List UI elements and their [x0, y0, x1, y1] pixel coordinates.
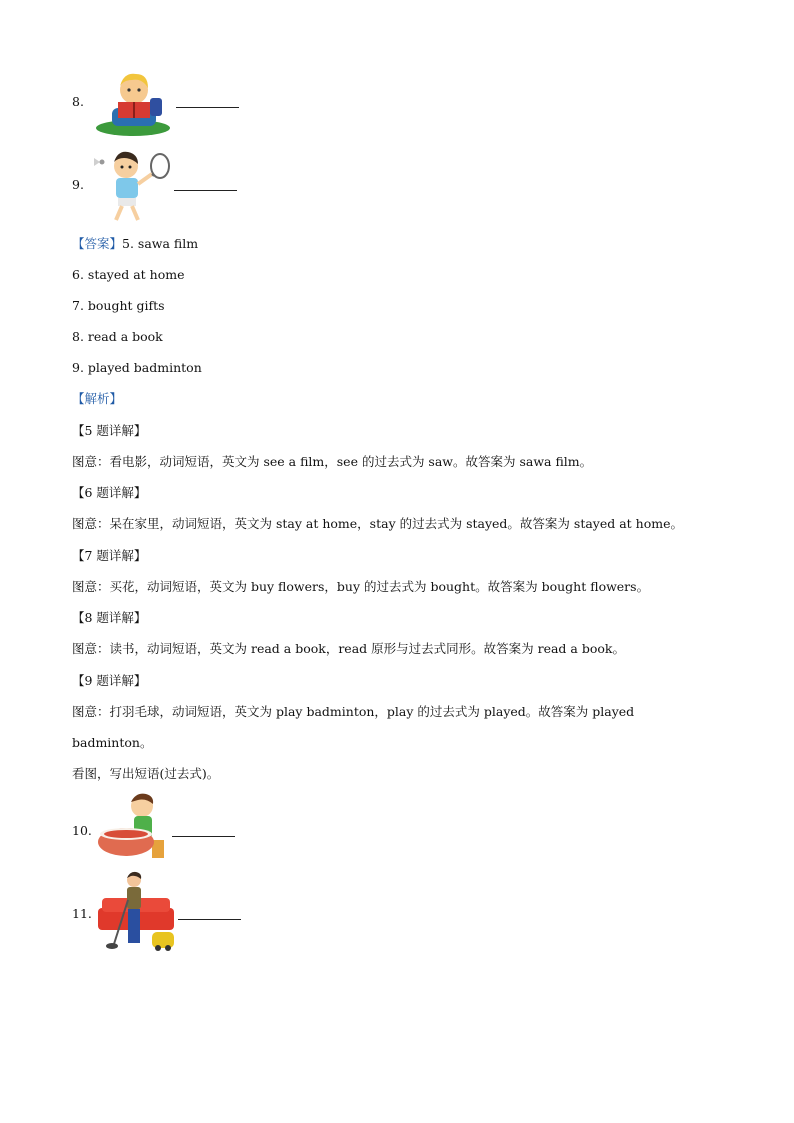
section-heading: 【9 题详解】	[72, 673, 147, 688]
answer-blank[interactable]	[174, 190, 237, 191]
answer-item: 9. played badminton	[72, 360, 202, 375]
answer-item: 8. read a book	[72, 329, 163, 344]
answer-item: 6. stayed at home	[72, 267, 185, 282]
instruction: 看图，写出短语(过去式)。	[72, 766, 220, 781]
section-heading: 【5 题详解】	[72, 423, 147, 438]
boy-playing-badminton-illustration	[88, 146, 172, 224]
section-heading: 【8 题详解】	[72, 610, 147, 625]
analysis-tag: 【解析】	[72, 391, 123, 406]
answer-blank[interactable]	[178, 919, 241, 920]
answer-line	[72, 236, 198, 252]
section-text: 图意：读书，动词短语，英文为 read a book，read 原形与过去式同形。故答案为 read a book。	[72, 641, 625, 656]
question-number: 11.	[72, 906, 92, 921]
question-number: 10.	[72, 823, 92, 838]
boy-washing-clothes-illustration	[96, 790, 170, 866]
answer-blank[interactable]	[176, 107, 239, 108]
section-text: badminton。	[72, 735, 153, 750]
boy-reading-book-illustration	[94, 68, 172, 138]
section-text: 图意：打羽毛球，动词短语，英文为 play badminton，play 的过去式为 played。故答案为 played	[72, 704, 635, 719]
man-vacuuming-illustration	[96, 870, 180, 954]
section-heading: 【7 题详解】	[72, 548, 147, 563]
section-text: 图意：呆在家里，动词短语，英文为 stay at home，stay 的过去式为 stayed。故答案为 stayed at home。	[72, 516, 683, 531]
answer-blank[interactable]	[172, 836, 235, 837]
question-number: 8.	[72, 94, 84, 109]
question-number: 9.	[72, 177, 84, 192]
answer-item: 7. bought gifts	[72, 298, 165, 313]
section-text: 图意：买花，动词短语，英文为 buy flowers，buy 的过去式为 bought。故答案为 bought flowers。	[72, 579, 650, 594]
answer-tag: 【答案】	[72, 236, 123, 251]
section-text: 图意：看电影，动词短语，英文为 see a film，see 的过去式为 saw。故答案为 sawa film。	[72, 454, 593, 469]
answer-item: 5. sawa film	[122, 236, 199, 251]
section-heading: 【6 题详解】	[72, 485, 147, 500]
